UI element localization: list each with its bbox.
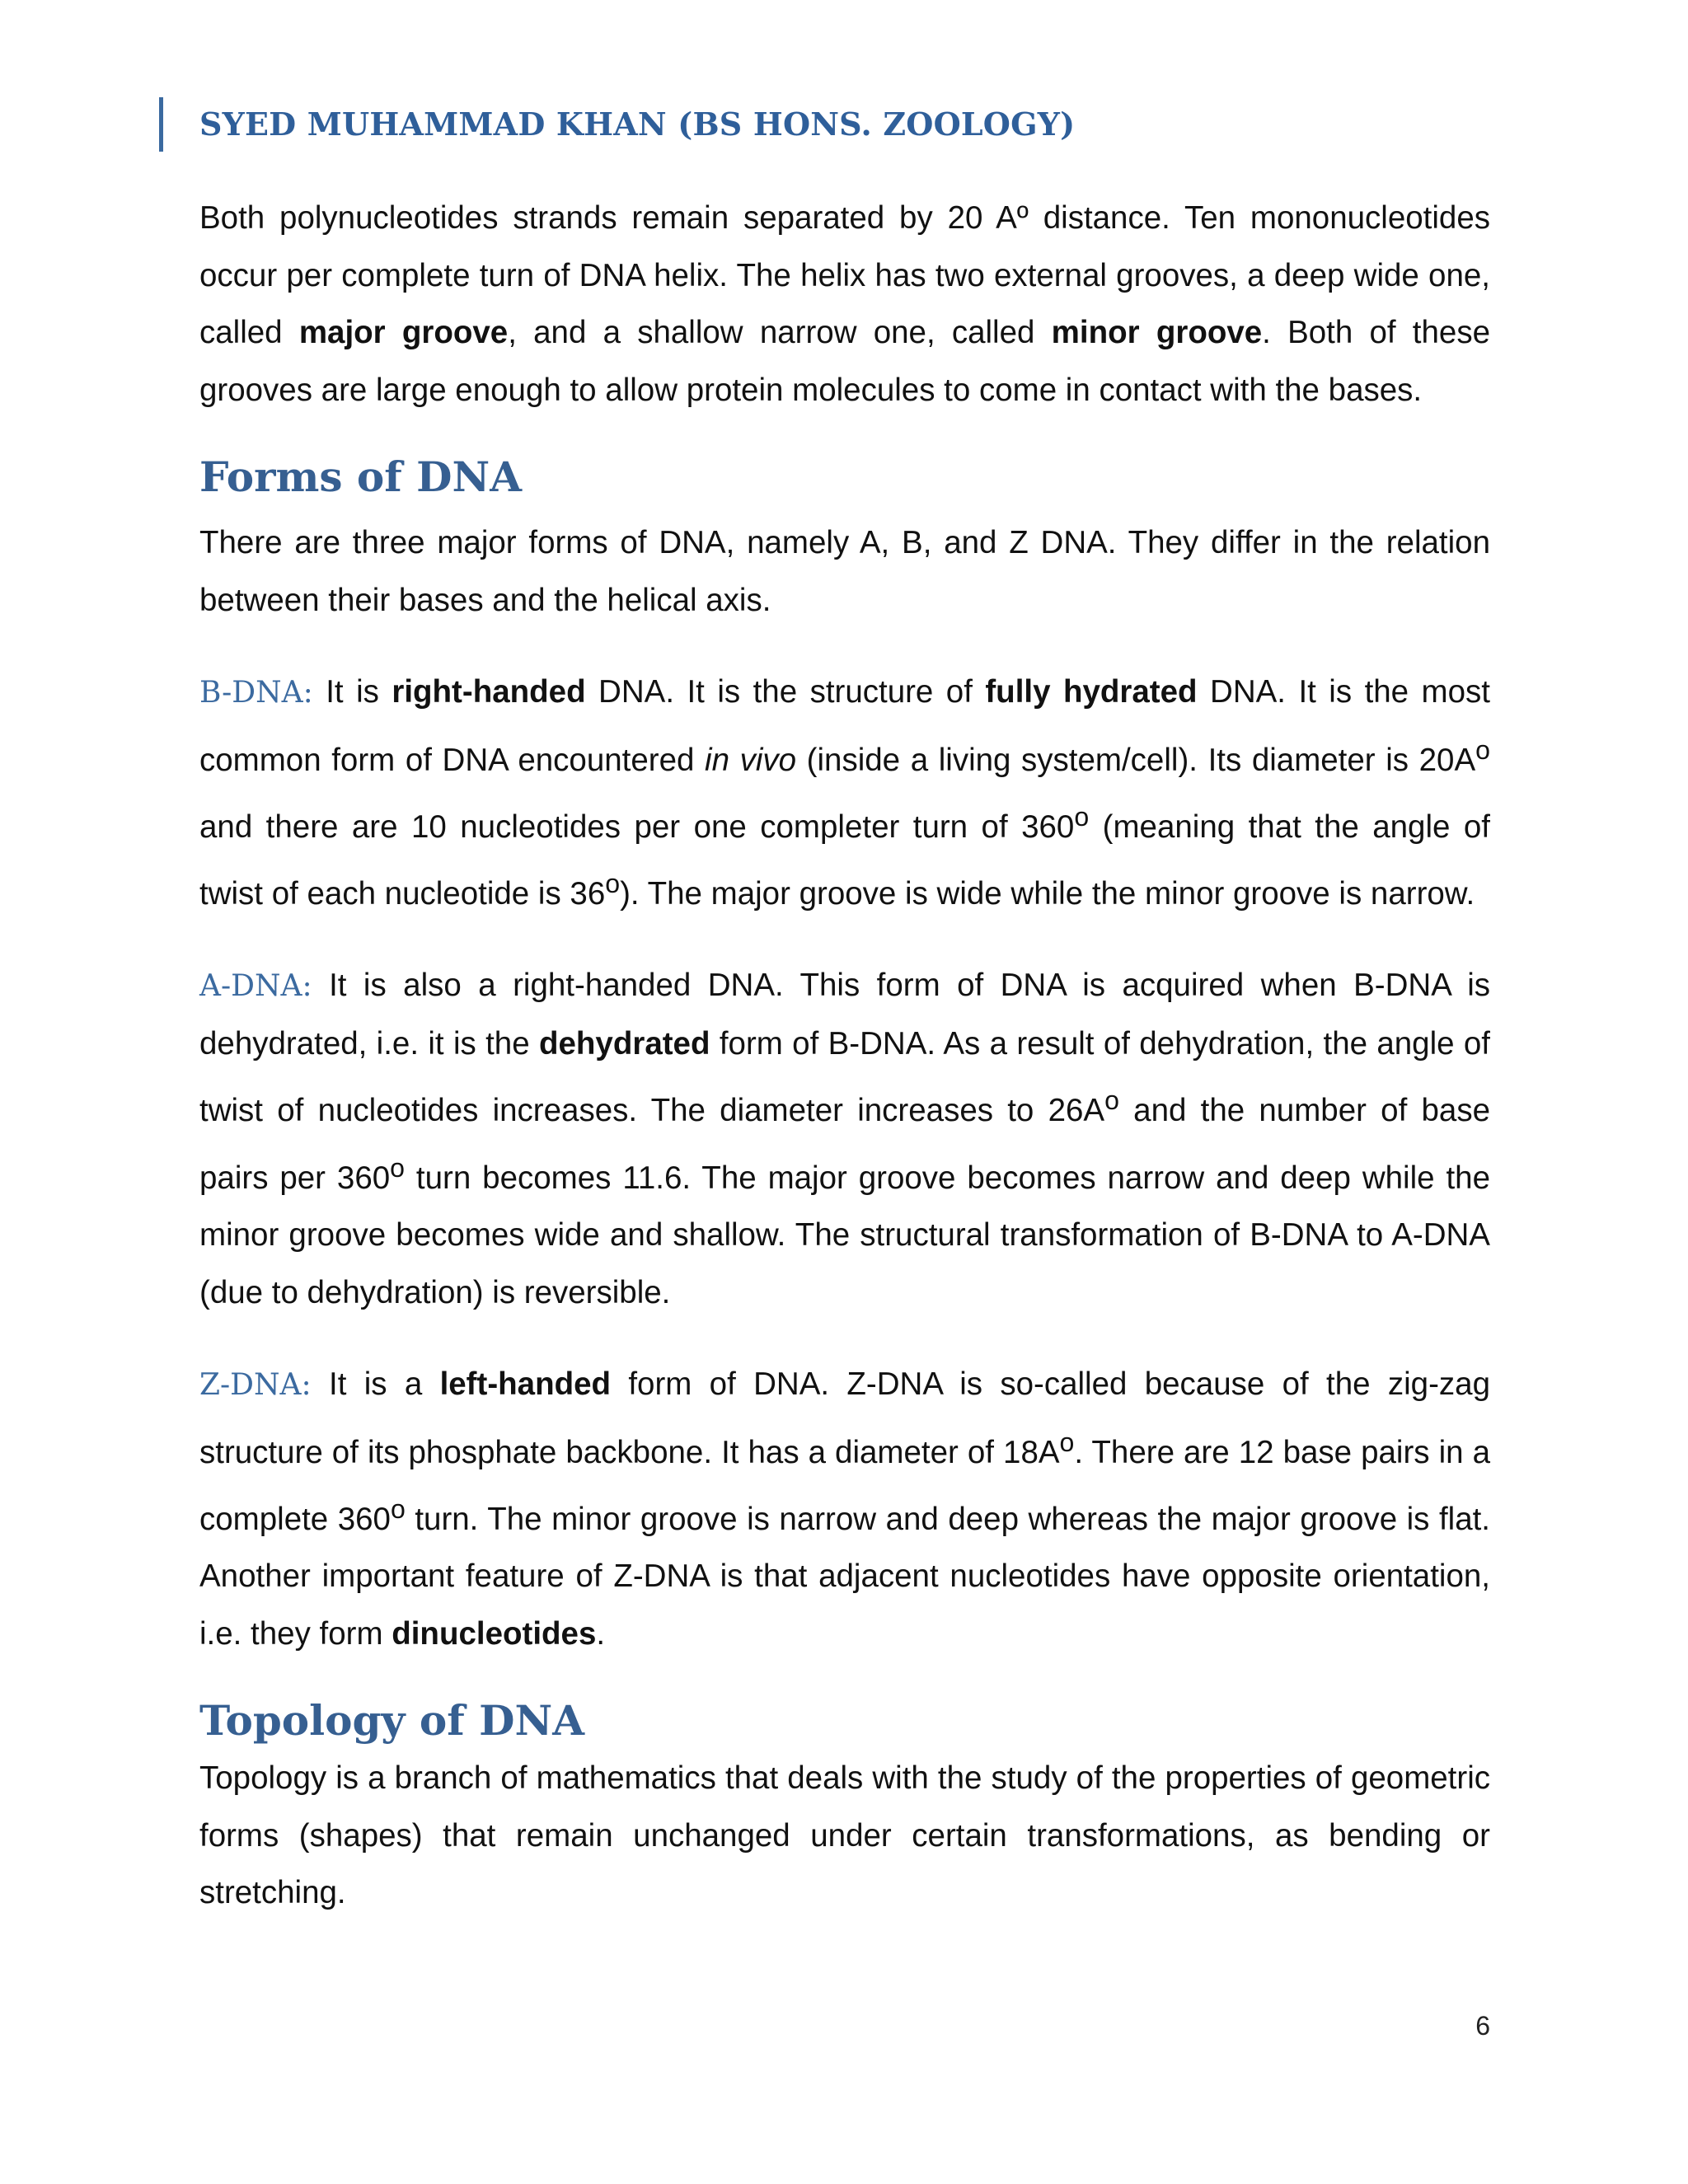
bdna-text-6: (meaning that the angle of twist of each nucleotide is 36 [199, 808, 1490, 912]
adna-text-4: turn becomes 11.6. The major groove becomes narrow and deep while the minor groove becomes wide and shallow. The structural transformation of B-DNA to A-DNA (due to dehydration) is reversible. [199, 1160, 1490, 1310]
zdna-text-2: form of DNA. Z-DNA is so-called because of the zig-zag structure of its phosphate backbone. It has a diameter of 18A [199, 1366, 1490, 1470]
degree-sup: o [1104, 1085, 1119, 1116]
zdna-text-3: . There are 12 base pairs in a complete 360 [199, 1434, 1490, 1537]
topology-paragraph: Topology is a branch of mathematics that deals with the study of the properties of geometric forms (shapes) that remain unchanged under certain transformations, as bending or stretching. [199, 1760, 1490, 1911]
intro-paragraph [199, 190, 1490, 419]
section-heading-topology: Topology of DNA [199, 1696, 585, 1746]
bdna-text-4: (inside a living system/cell). Its diameter is 20A [796, 742, 1476, 778]
adna-label: A-DNA: [199, 969, 312, 1004]
term-right-handed: right-handed [392, 674, 586, 710]
intro-text-3: . Both of these grooves are large enough to allow protein molecules to come in contact with the bases. [199, 315, 1490, 408]
zdna-text-5: . [596, 1615, 606, 1652]
degree-sup: o [605, 869, 621, 899]
term-left-handed: left-handed [439, 1366, 612, 1403]
page-number: 6 [1475, 2011, 1490, 2041]
intro-text-2: , and a shallow narrow one, called [508, 315, 1052, 350]
degree-sup: o [1059, 1427, 1075, 1457]
adna-text-1: It is also a right-handed DNA. This form of DNA is acquired when B-DNA is dehydrated, i.e. it is the [199, 968, 1490, 1062]
degree-sup: o [390, 1152, 406, 1183]
bdna-text-2: DNA. It is the structure of [585, 674, 986, 710]
page-content [199, 190, 1490, 1922]
zdna-text-4: turn. The minor groove is narrow and deep whereas the major groove is flat. Another important feature of Z-DNA is that adjacent nucleotides have opposite orientation, i.e. they form [199, 1501, 1490, 1652]
bdna-text-5: and there are 10 nucleotides per one completer turn of 360 [199, 808, 1075, 845]
bdna-text-3: DNA. It is the most common form of DNA encountered [199, 674, 1490, 778]
adna-paragraph [199, 957, 1490, 1321]
term-major-groove: major groove [298, 315, 509, 350]
term-minor-groove: minor groove [1051, 315, 1263, 350]
term-fully-hydrated: fully hydrated [985, 674, 1198, 710]
zdna-text-1: It is a [311, 1366, 440, 1403]
bdna-label: B-DNA: [199, 676, 313, 710]
page-header-title: SYED MUHAMMAD KHAN (BS HONS. ZOOLOGY) [199, 105, 1076, 143]
term-dinucleotides: dinucleotides [392, 1615, 597, 1652]
bdna-paragraph [199, 663, 1490, 922]
degree-sup: o [390, 1493, 406, 1524]
zdna-label: Z-DNA: [199, 1368, 312, 1403]
adna-text-2: form of B-DNA. As a result of dehydration, the angle of twist of nucleotides increases. The diameter increases to 26A [199, 1025, 1490, 1129]
forms-intro-paragraph: There are three major forms of DNA, namely A, B, and Z DNA. They differ in the relation between their bases and the helical axis. [199, 525, 1490, 618]
intro-text-1: Both polynucleotides strands remain separated by 20 Aº distance. Ten mononucleotides occur per complete turn of DNA helix. The helix has two external grooves, a deep wide one, called [199, 200, 1490, 350]
section-heading-forms: Forms of DNA [199, 452, 523, 501]
bdna-text-1: It is [312, 674, 392, 710]
adna-text-3: and the number of base pairs per 360 [199, 1093, 1490, 1196]
term-in-vivo: in vivo [705, 742, 797, 778]
degree-sup: o [1074, 801, 1090, 832]
degree-sup: o [1475, 734, 1490, 765]
term-dehydrated: dehydrated [538, 1025, 710, 1062]
bdna-text-7: ). The major groove is wide while the minor groove is narrow. [620, 875, 1475, 912]
header-accent-bar [159, 97, 163, 152]
zdna-paragraph [199, 1356, 1490, 1662]
